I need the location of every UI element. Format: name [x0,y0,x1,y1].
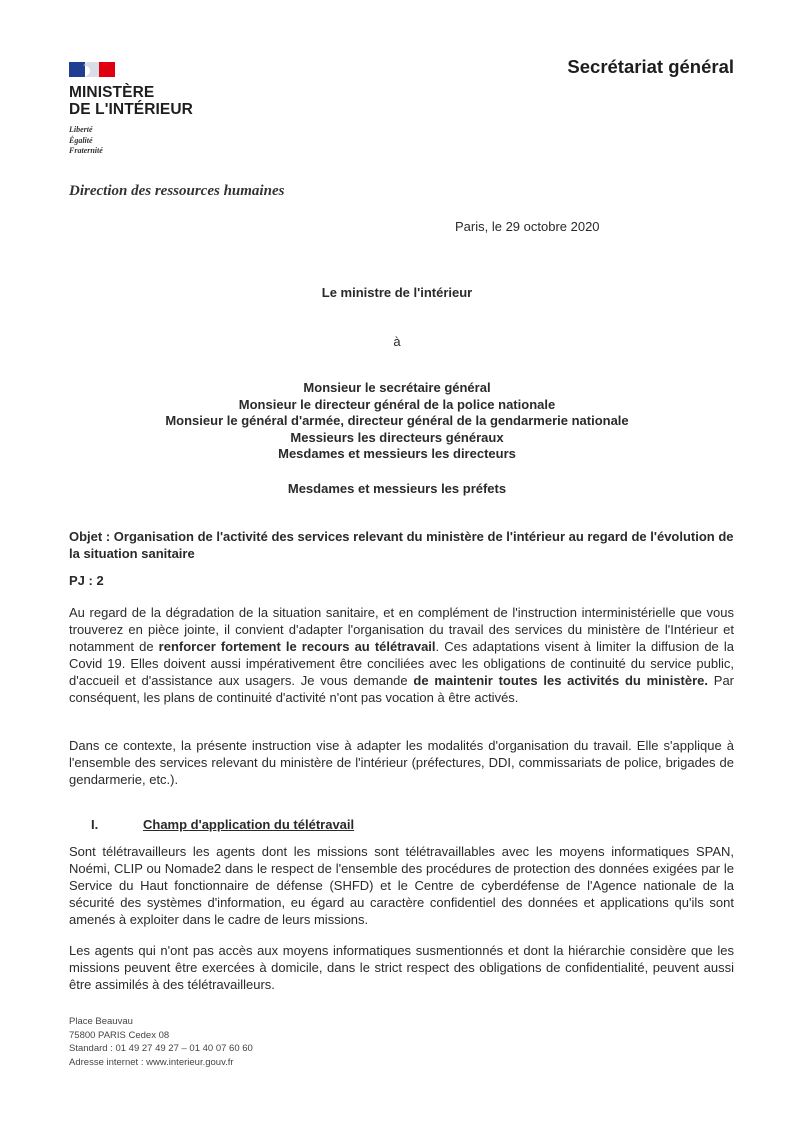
section-heading [69,817,734,832]
footer-address [69,1015,253,1069]
recipient: Monsieur le secrétaire général [303,380,491,395]
ministry-line-1: MINISTÈRE [69,84,155,101]
recipient: Messieurs les directeurs généraux [290,429,504,445]
paragraph-4: Les agents qui n'ont pas accès aux moyens informatiques susmentionnés et dont la hiérarchie considère que les missions peuvent être exercées à domicile, dans le strict respect des obligations de confidentialité, peuvent aussi être assimilés à des télétravailleurs. [69,943,734,992]
paragraph-1-emphasis-teletravail: renforcer fortement le recours au télétravail [158,639,436,654]
paragraph-1-part-e: Par conséquent, les plans de continuité d'activité n'ont pas vocation à être activés. [69,673,734,705]
paragraph-3: Sont télétravailleurs les agents dont les missions sont télétravaillables avec les moyens informatiques SPAN, Noémi, CLIP ou Nomade2 dans le respect de l'ensemble des procédures de protection des données exigées par le Service du Haut fonctionnaire de défense (SHFD) et le Centre de cyberdéfense de l'Agence nationale de la sécurité des systèmes d'information, eu égard au caractère confidentiel des données et applications qu'ils sont amenés à exploiter dans le cadre de leurs missions. [69,844,734,927]
letter-sender: Le ministre de l'intérieur [321,285,473,300]
recipients-list [0,380,794,463]
devise [69,125,103,157]
section-number: I. [91,817,99,832]
paragraph-1 [69,604,734,706]
paragraph-1-part-a: Au regard de la dégradation de la situation sanitaire, et en complément de l'instruction interministérielle que vous trouverez en pièce jointe, il convient d'adapter l'organisation du travail des services du ministère de l'Intérieur et notamment de [69,605,734,654]
paragraph-1-emphasis-activites: de maintenir toutes les activités du ministère. [413,673,709,688]
direction-title: Direction des ressources humaines [69,183,285,199]
ministry-line-2: DE L'INTÉRIEUR [69,101,193,118]
footer-line: Place Beauvau [69,1016,133,1027]
attachments-count: PJ : 2 [69,573,104,588]
section-title: Champ d'application du télétravail [143,817,355,832]
letter-subject: Objet : Organisation de l'activité des services relevant du ministère de l'intérieur au regard de l'évolution de la situation sanitaire [69,529,734,561]
recipient: Mesdames et messieurs les directeurs [278,446,516,461]
letter-date: Paris, le 29 octobre 2020 [455,219,600,234]
recipient: Monsieur le directeur général de la police nationale [238,396,556,412]
footer-line: 75800 PARIS Cedex 08 [69,1029,170,1041]
recipient-prefets: Mesdames et messieurs les préfets [287,481,507,496]
paragraph-1-part-c: . Ces adaptations visent à limiter la diffusion de la Covid 19. Elles doivent aussi impérativement être conciliées avec les obligations de continuité du service public, d'accueil et d'assistance aux usagers. Je vous demande [69,639,734,688]
devise-fraternite: Fraternité [69,146,103,155]
devise-egalite: Égalité [69,135,93,145]
footer-line: Adresse internet : www.interieur.gouv.fr [69,1056,234,1068]
recipient: Monsieur le général d'armée, directeur général de la gendarmerie nationale [165,413,629,428]
marianne-flag-logo [69,62,115,77]
ministry-name [69,84,193,118]
paragraph-2: Dans ce contexte, la présente instruction vise à adapter les modalités d'organisation du travail. Elle s'applique à l'ensemble des services relevant du ministère de l'intérieur (préfectures, DDI, commissariats de police, brigades de gendarmerie, etc.). [69,738,734,787]
devise-liberte: Liberté [69,125,93,134]
service-title: Secrétariat général [567,56,734,77]
footer-line: Standard : 01 49 27 49 27 – 01 40 07 60 60 [69,1043,253,1054]
letter-a: à [393,334,401,349]
